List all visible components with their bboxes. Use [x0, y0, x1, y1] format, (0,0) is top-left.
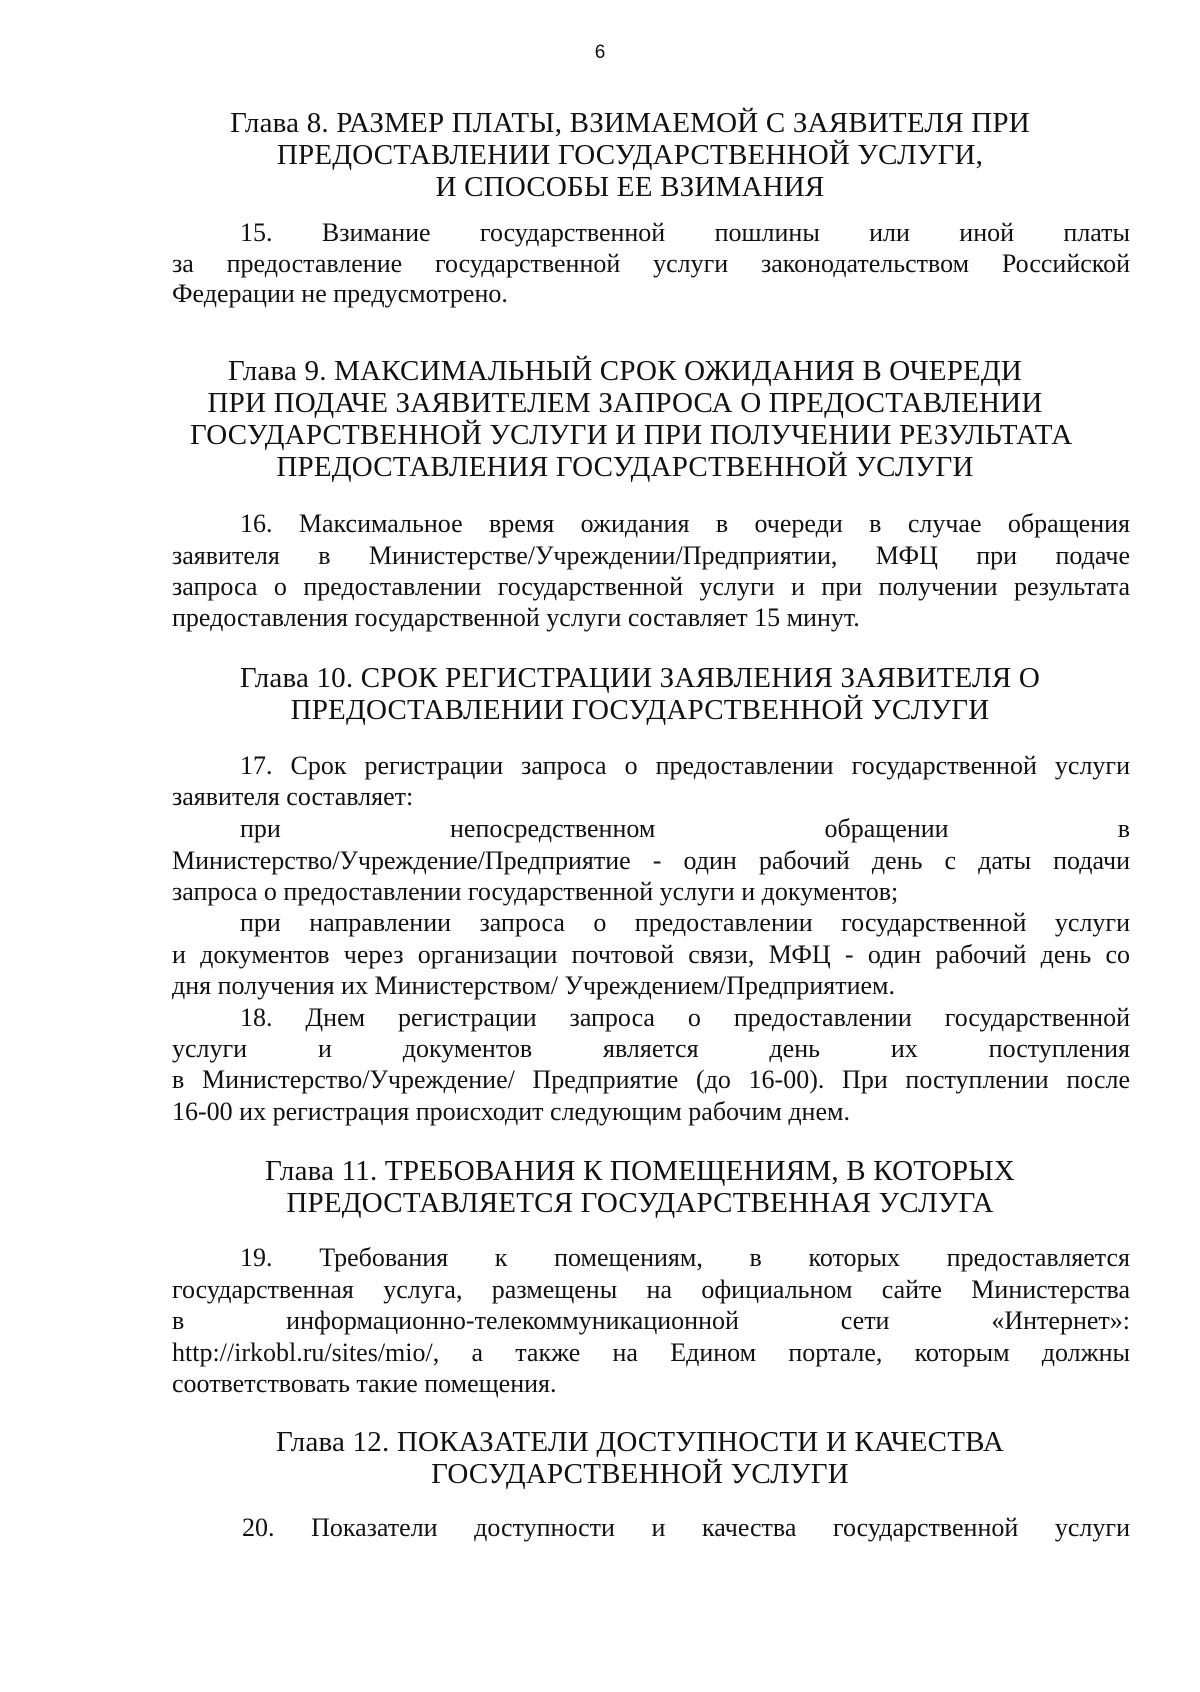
heading-line: ПРЕДОСТАВЛЯЕТСЯ ГОСУДАРСТВЕННАЯ УСЛУГА — [286, 1187, 994, 1219]
paragraph-line: 16-00 их регистрация происходит следующим рабочим днем. — [172, 1097, 850, 1126]
paragraph-line: дня получения их Министерством/ Учреждением/Предприятием. — [172, 971, 896, 1000]
heading-line: ПРЕДОСТАВЛЕНИЯ ГОСУДАРСТВЕННОЙ УСЛУГИ — [276, 451, 974, 483]
paragraph-line: 18. Днем регистрации запроса о предоставлении государственной — [240, 1003, 1130, 1032]
paragraph-line: предоставления государственной услуги составляет 15 минут. — [172, 603, 860, 632]
paragraph-line: Министерство/Учреждение/Предприятие - один рабочий день с даты подачи — [172, 846, 1130, 875]
paragraph-line: за предоставление государственной услуги законодательством Российской — [172, 249, 1130, 278]
paragraph-line: при непосредственном обращении в — [240, 814, 1130, 843]
heading-line: ПРЕДОСТАВЛЕНИИ ГОСУДАРСТВЕННОЙ УСЛУГИ, — [276, 139, 984, 171]
paragraph-line: заявителя составляет: — [172, 782, 414, 811]
heading-line: ГОСУДАРСТВЕННОЙ УСЛУГИ — [431, 1458, 849, 1490]
chapter-12-heading — [230, 1426, 1050, 1490]
heading-line: ГОСУДАРСТВЕННОЙ УСЛУГИ И ПРИ ПОЛУЧЕНИИ РЕЗУЛЬТАТА — [190, 419, 1073, 451]
paragraph-line: государственная услуга, размещены на официальном сайте Министерства — [172, 1275, 1130, 1304]
paragraph-line: 19. Требования к помещениям, в которых предоставляется — [240, 1243, 1130, 1272]
heading-line: Глава 9. МАКСИМАЛЬНЫЙ СРОК ОЖИДАНИЯ В ОЧЕРЕДИ — [227, 355, 1023, 387]
paragraph-line: 20. Показатели доступности и качества государственной услуги — [242, 1513, 1130, 1542]
heading-line: Глава 12. ПОКАЗАТЕЛИ ДОСТУПНОСТИ И КАЧЕСТВА — [276, 1426, 1004, 1458]
paragraph-line: Федерации не предусмотрено. — [172, 279, 508, 308]
heading-line: Глава 10. СРОК РЕГИСТРАЦИИ ЗАЯВЛЕНИЯ ЗАЯВИТЕЛЯ О — [239, 662, 1041, 694]
chapter-9-heading — [190, 355, 1073, 483]
paragraph-line: http://irkobl.ru/sites/mio/, а также на Едином портале, которым должны — [172, 1338, 1130, 1367]
heading-line: И СПОСОБЫ ЕЕ ВЗИМАНИЯ — [435, 171, 825, 203]
paragraph-line: запроса о предоставлении государственной услуги и при получении результата — [172, 572, 1130, 601]
heading-line: Глава 8. РАЗМЕР ПЛАТЫ, ВЗИМАЕМОЙ С ЗАЯВИТЕЛЯ ПРИ — [230, 107, 1030, 139]
heading-line: ПРИ ПОДАЧЕ ЗАЯВИТЕЛЕМ ЗАПРОСА О ПРЕДОСТАВЛЕНИИ — [207, 387, 1043, 419]
paragraph-line: 17. Срок регистрации запроса о предоставлении государственной услуги — [240, 751, 1130, 780]
paragraph-line: 15. Взимание государственной пошлины или иной платы — [240, 218, 1130, 247]
paragraph-line: при направлении запроса о предоставлении государственной услуги — [240, 908, 1130, 937]
page-number: 6 — [594, 42, 606, 63]
paragraph-line: соответствовать такие помещения. — [172, 1369, 557, 1398]
paragraph-line: в информационно-телекоммуникационной сети «Интернет»: — [172, 1306, 1130, 1335]
paragraph-line: запроса о предоставлении государственной услуги и документов; — [172, 877, 899, 906]
paragraph-line: в Министерство/Учреждение/ Предприятие (до 16-00). При поступлении после — [172, 1065, 1130, 1094]
paragraph-line: заявителя в Министерстве/Учреждении/Предприятии, МФЦ при подаче — [172, 541, 1130, 570]
paragraph-line: 16. Максимальное время ожидания в очереди в случае обращения — [240, 509, 1130, 538]
paragraph-line: услуги и документов является день их поступления — [172, 1034, 1130, 1063]
heading-line: Глава 11. ТРЕБОВАНИЯ К ПОМЕЩЕНИЯМ, В КОТОРЫХ — [265, 1155, 1015, 1187]
heading-line: ПРЕДОСТАВЛЕНИИ ГОСУДАРСТВЕННОЙ УСЛУГИ — [290, 694, 990, 726]
paragraph-line: и документов через организации почтовой связи, МФЦ - один рабочий день со — [172, 940, 1130, 969]
chapter-10-heading — [230, 662, 1050, 726]
chapter-8-heading — [230, 107, 1030, 203]
chapter-11-heading — [230, 1155, 1050, 1219]
